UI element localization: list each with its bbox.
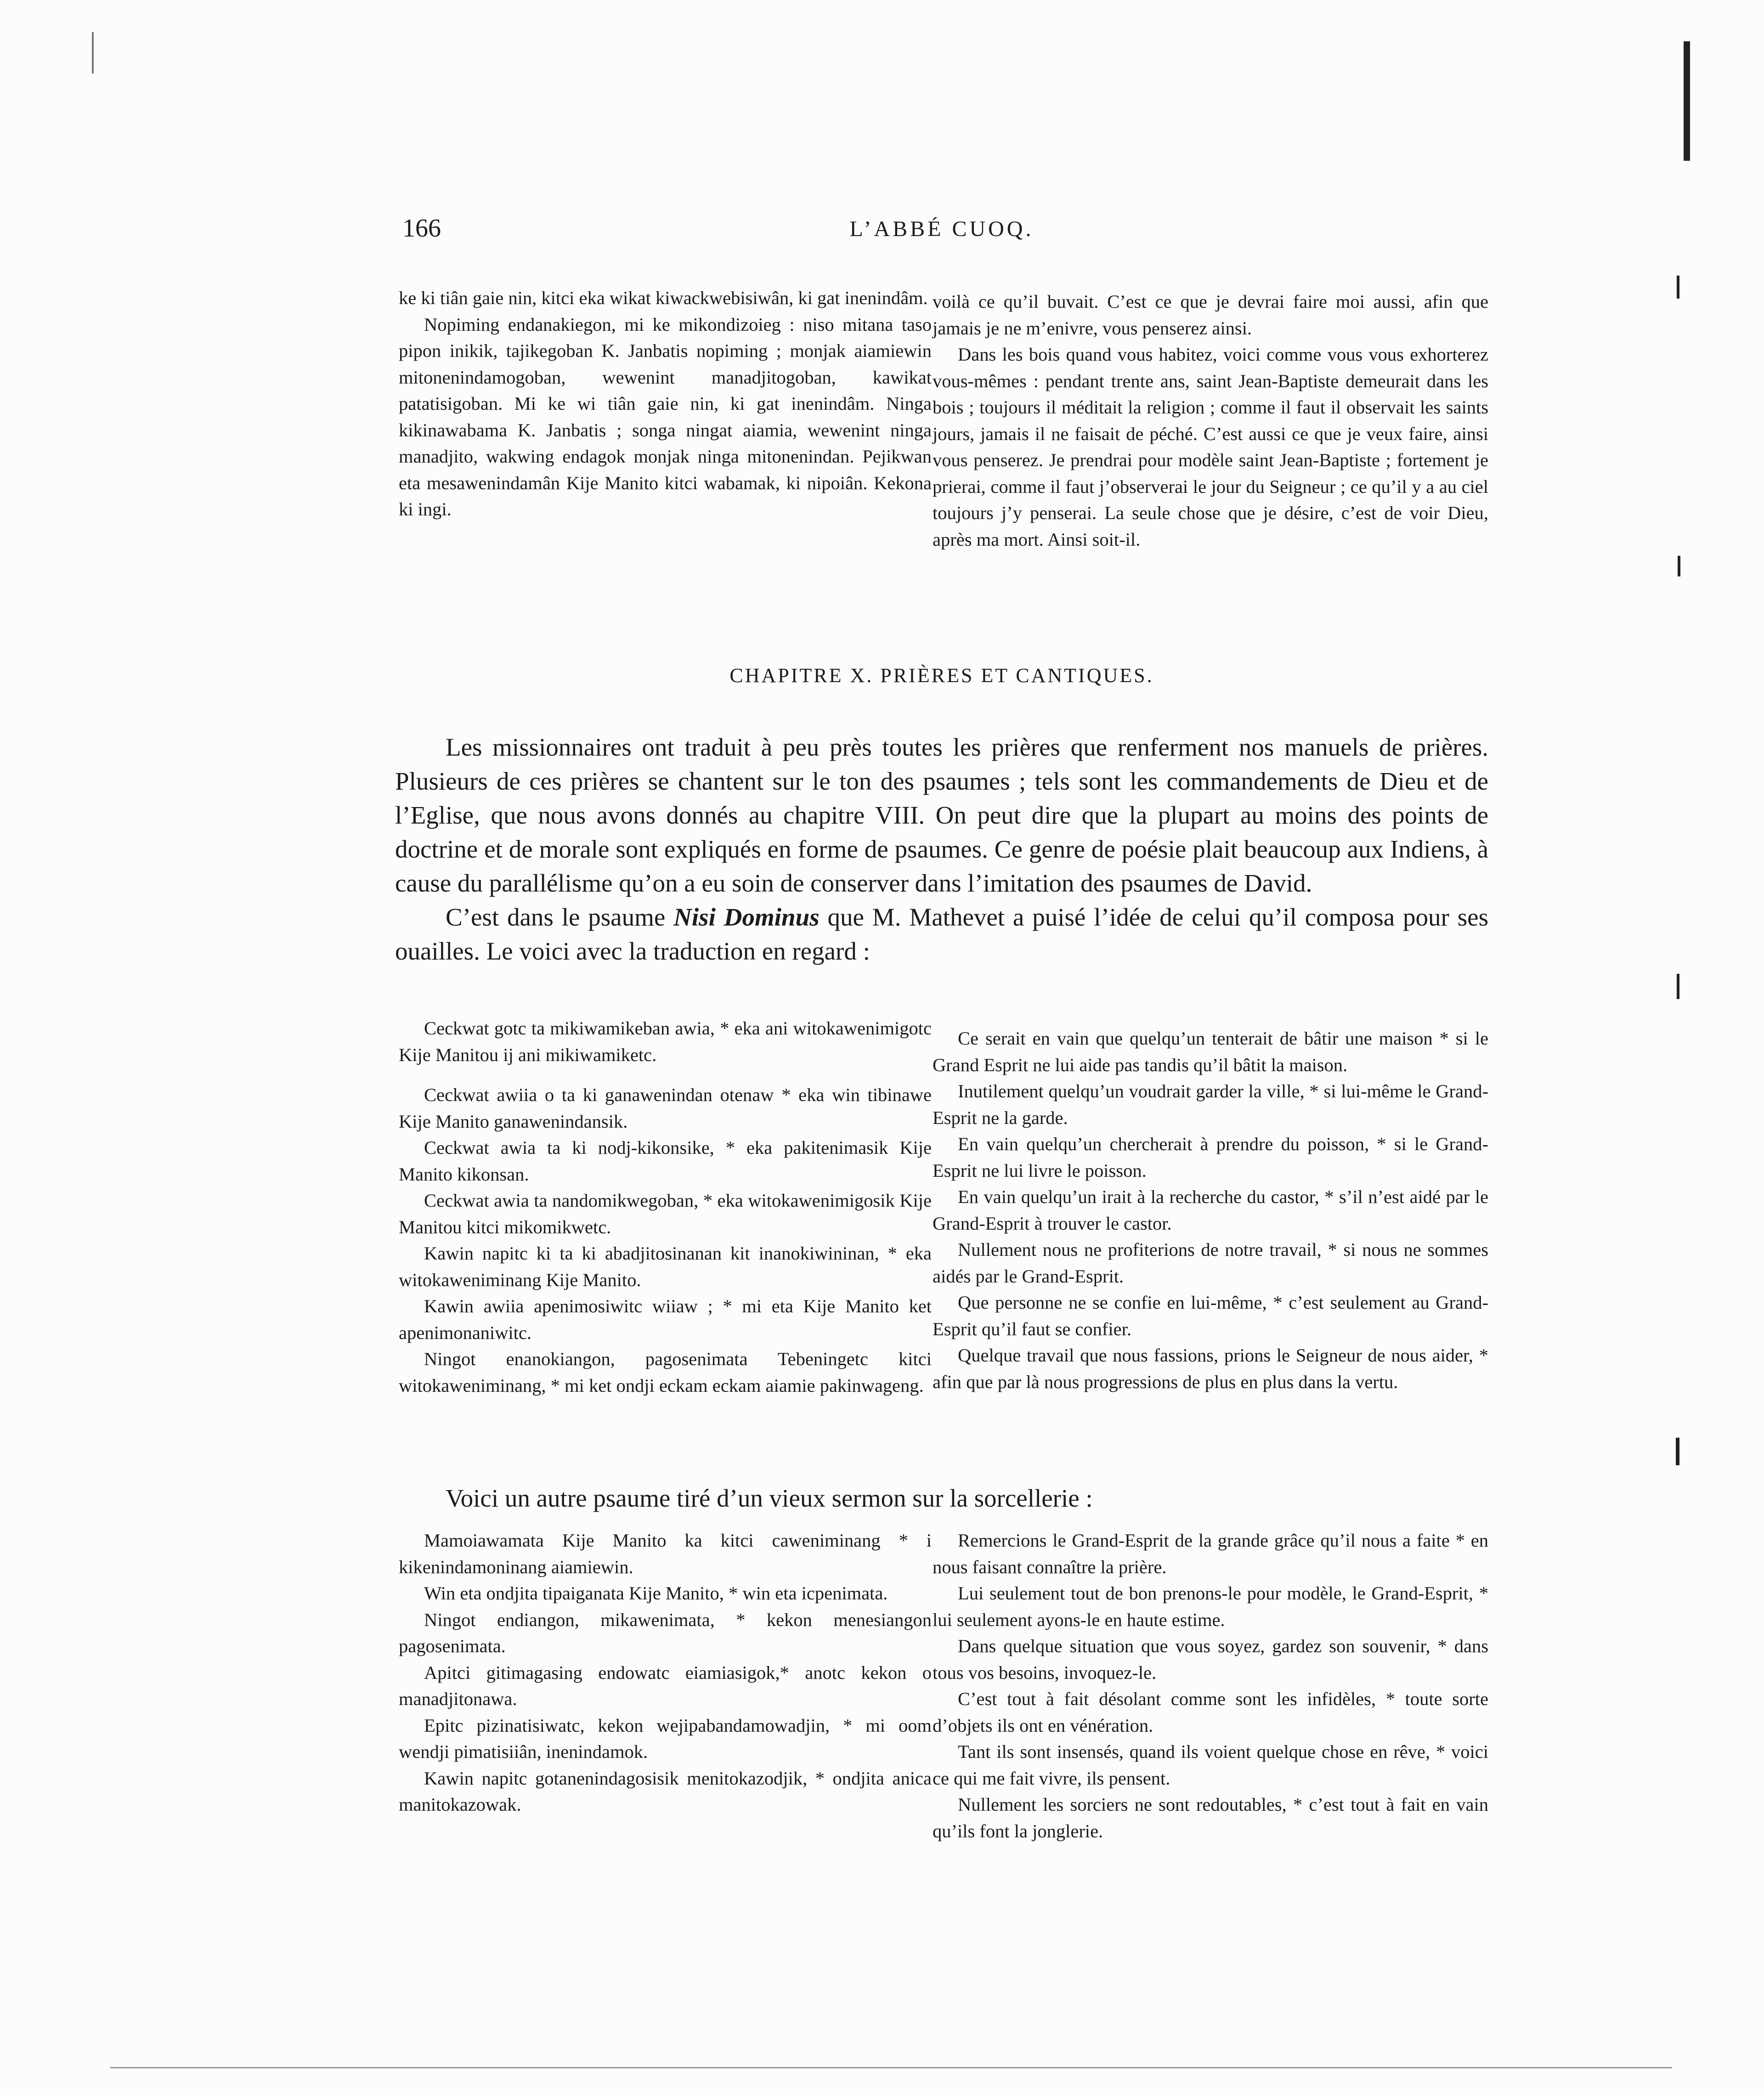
verse: Inutilement quelqu’un voudrait garder la ville, * si lui-même le Grand-Esprit ne la garde. — [933, 1081, 1488, 1128]
verse: Que personne ne se confie en lui-même, * c’est seulement au Grand-Esprit qu’il faut se confier. — [933, 1292, 1488, 1339]
verse: Nullement nous ne profiterions de notre travail, * si nous ne sommes aidés par le Grand-Esprit. — [933, 1239, 1488, 1287]
verse: Kawin napitc ki ta ki abadjitosinanan kit inanokiwininan, * eka witokaweniminang Kije Manito. — [399, 1243, 932, 1290]
psalm1-right-column — [933, 1025, 1488, 1395]
verse: Ceckwat awia ta ki nodj-kikonsike, * eka pakitenimasik Kije Manito kikonsan. — [399, 1137, 932, 1185]
psalm-title: Nisi Dominus — [673, 903, 820, 931]
paragraph: Dans les bois quand vous habitez, voici comme vous vous exhorterez vous-mêmes : pendant trente ans, saint Jean-Baptiste demeurait dans les bois ; toujours il méditait la religion ; comme il faut il observait les saints jours, jamais il ne faisait de péché. C’est aussi ce que je veux faire, ainsi vous penserez. Je prendrai pour modèle saint Jean-Baptiste ; fortement je prierai, comme il faut j’observerai le jour du Seigneur ; ce qu’il y a au ciel toujours j’y penserai. La seule chose que je désire, c’est de voir Dieu, après ma mort. Ainsi soit-il. — [933, 344, 1488, 550]
scan-edge-mark — [1677, 974, 1679, 999]
verse: Ce serait en vain que quelqu’un tenterait de bâtir une maison * si le Grand Esprit ne lui aide pas tandis qu’il bâtit la maison. — [933, 1028, 1488, 1075]
verse: Ceckwat awia ta nandomikwegoban, * eka witokawenimigosik Kije Manitou kitci mikomikwetc. — [399, 1190, 932, 1237]
verse: En vain quelqu’un chercherait à prendre du poisson, * si le Grand-Esprit ne lui livre le poisson. — [933, 1134, 1488, 1181]
verse: Kawin napitc gotanenindagosisik menitokazodjik, * ondjita anica manitokazowak. — [399, 1767, 932, 1815]
scan-bottom-line — [110, 2067, 1672, 2068]
verse: Lui seulement tout de bon prenons-le pour modèle, le Grand-Esprit, * lui seulement ayons-le en haute estime. — [933, 1583, 1488, 1630]
chapter-heading: CHAPITRE X. PRIÈRES ET CANTIQUES. — [729, 664, 1154, 687]
paragraph: voilà ce qu’il buvait. C’est ce que je devrai faire moi aussi, afin que jamais je ne m’enivre, vous penserez ainsi. — [933, 291, 1488, 339]
intro-text — [395, 730, 1488, 968]
transition-text — [395, 1481, 1488, 1515]
verse: Ningot enanokiangon, pagosenimata Tebeningetc kitci witokaweniminang, * mi ket ondji eckam eckam aiamie pakinwageng. — [399, 1349, 932, 1396]
scan-edge-mark — [1684, 41, 1690, 161]
verse: Mamoiawamata Kije Manito ka kitci caweniminang * i kikenindamoninang aiamiewin. — [399, 1530, 932, 1577]
intro-paragraph — [395, 900, 1488, 968]
scan-edge-mark — [1676, 1438, 1679, 1465]
intro-text-span: C’est dans le psaume — [446, 903, 674, 931]
transition-paragraph: Voici un autre psaume tiré d’un vieux sermon sur la sorcellerie : — [446, 1484, 1093, 1512]
psalm1-left-column — [399, 1015, 932, 1399]
verse: C’est tout à fait désolant comme sont les infidèles, * toute sorte d’objets ils ont en vénération. — [933, 1688, 1488, 1736]
verse: Remercions le Grand-Esprit de la grande grâce qu’il nous a faite * en nous faisant connaître la prière. — [933, 1530, 1488, 1577]
section1-right-column — [933, 288, 1488, 553]
page-header — [395, 214, 1488, 250]
psalm2-right-column — [933, 1527, 1488, 1844]
page-number: 166 — [402, 214, 441, 243]
intro-paragraph: Les missionnaires ont traduit à peu près toutes les prières que renferment nos manuels de prières. Plusieurs de ces prières se chantent sur le ton des psaumes ; tels sont les commandements de Dieu et de l’Eglise, que nous avons donnés au chapitre VIII. On peut dire que la plupart au moins des points de doctrine et de morale sont expliqués en forme de psaumes. Ce genre de poésie plait beaucoup aux Indiens, à cause du parallélisme qu’on a eu soin de conserver dans l’imitation des psaumes de David. — [395, 733, 1488, 897]
verse: Apitci gitimagasing endowatc eiamiasigok,* anotc kekon o manadjitonawa. — [399, 1662, 932, 1709]
verse: Epitc pizinatisiwatc, kekon wejipabandamowadjin, * mi oom wendji pimatisiiân, inenindamok. — [399, 1715, 932, 1762]
intro-text-span: que M. Mathevet a puisé l’idée de celui qu’il composa pour ses ouailles. Le voici avec la traduction en regard : — [395, 903, 1488, 965]
section1-left-column — [399, 285, 932, 523]
verse: Nullement les sorciers ne sont redoutables, * c’est tout à fait en vain qu’ils font la jonglerie. — [933, 1794, 1488, 1841]
verse: Ningot endiangon, mikawenimata, * kekon menesiangon pagosenimata. — [399, 1609, 932, 1656]
verse: Quelque travail que nous fassions, prions le Seigneur de nous aider, * afin que par là nous progressions de plus en plus dans la vertu. — [933, 1345, 1488, 1392]
verse: Kawin awiia apenimosiwitc wiiaw ; * mi eta Kije Manito ket apenimonaniwitc. — [399, 1296, 932, 1343]
paragraph: ke ki tiân gaie nin, kitci eka wikat kiwackwebisiwân, ki gat inenindâm. — [399, 288, 928, 308]
verse: Dans quelque situation que vous soyez, gardez son souvenir, * dans tous vos besoins, invoquez-le. — [933, 1636, 1488, 1683]
verse: En vain quelqu’un irait à la recherche du castor, * s’il n’est aidé par le Grand-Esprit à trouver le castor. — [933, 1186, 1488, 1234]
verse: Ceckwat awiia o ta ki ganawenindan otenaw * eka win tibinawe Kije Manito ganawenindansik. — [399, 1084, 932, 1132]
running-title: L’ABBÉ CUOQ. — [849, 217, 1034, 241]
paragraph: Nopiming endanakiegon, mi ke mikondizoieg : niso mitana taso pipon inikik, tajikegoban K. Janbatis nopiming ; monjak aiamiewin mitonenindamogoban, wewenint manadjitogoban, kawikat patatisigoban. Mi ke wi tiân gaie nin, ki gat inenindâm. Ninga kikinawabama K. Janbatis ; songa ningat aiamia, wewenint ninga manadjito, wakwing endagok monjak ninga mitonenindan. Pejikwan eta mesawenindamân Kije Manito kitci wabamak, ki nipoiân. Kekona ki ingi. — [399, 314, 932, 520]
verse: Win eta ondjita tipaiganata Kije Manito, * win eta icpenimata. — [424, 1583, 888, 1604]
scan-edge-mark — [92, 32, 94, 73]
scan-edge-mark — [1677, 276, 1679, 299]
scan-edge-mark — [1678, 556, 1680, 576]
verse: Tant ils sont insensés, quand ils voient quelque chose en rêve, * voici ce qui me fait vivre, ils pensent. — [933, 1741, 1488, 1789]
psalm2-left-column — [399, 1527, 932, 1818]
verse: Ceckwat gotc ta mikiwamikeban awia, * eka ani witokawenimigotc Kije Manitou ij ani mikiwamiketc. — [399, 1018, 932, 1065]
